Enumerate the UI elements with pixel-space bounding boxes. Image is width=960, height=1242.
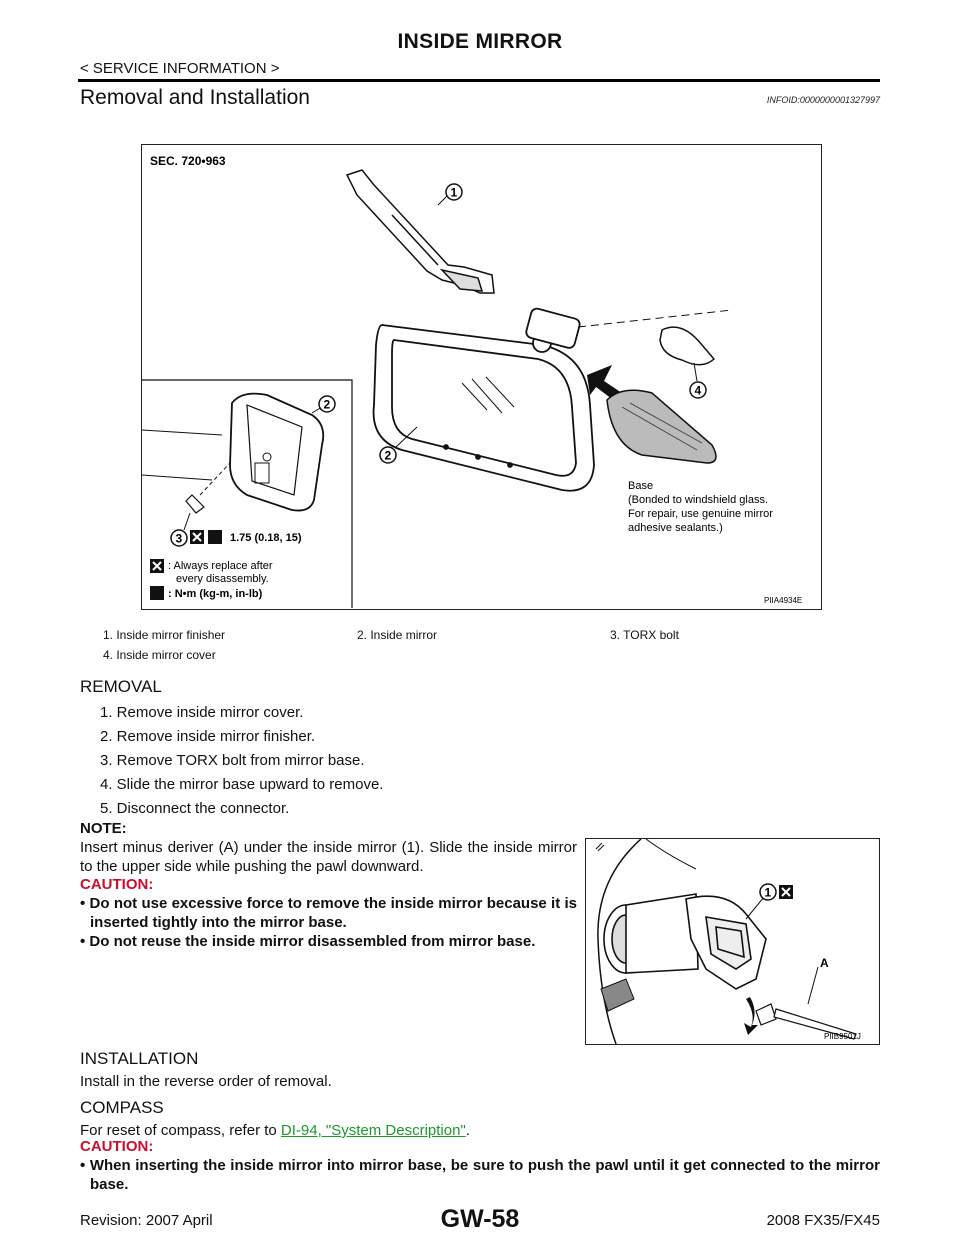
revision: Revision: 2007 April [80,1212,213,1229]
svg-text:4: 4 [694,383,702,398]
breadcrumb[interactable]: < SERVICE INFORMATION > [80,60,280,77]
compass-caution-list [80,1156,880,1194]
figure-code: PIIB9501J [824,1032,861,1041]
caution-label: CAUTION: [80,876,154,893]
mirror-finisher-illustration [347,170,494,293]
svg-text:: Always replace after: : Always replace after [168,560,273,572]
removal-step: 3. Remove TORX bolt from mirror base. [100,752,365,769]
torque-value: 1.75 (0.18, 15) [230,532,302,544]
svg-text:2: 2 [323,397,331,412]
caution-item: • Do not use excessive force to remove the inside mirror because it is inserted tightly into the mirror base. [80,895,578,931]
section-title: Removal and Installation [80,86,310,109]
caution-item: • When inserting the inside mirror into mirror base, be sure to push the pawl until it get connected to the mirror base. [80,1157,880,1193]
mirror-cover-illustration [660,327,714,365]
mirror-mount-illustration [604,894,766,989]
push-arrow-icon [744,997,758,1035]
figure-code: PIIA4934E [764,596,803,605]
model: 2008 FX35/FX45 [766,1212,880,1229]
removal-step: 5. Disconnect the connector. [100,800,290,817]
system-description-link[interactable]: DI-94, "System Description" [280,1122,466,1139]
torque-symbol-icon [208,530,222,544]
sec-label: SEC. 720•963 [150,154,226,168]
header-divider [78,79,880,82]
svg-text:1: 1 [450,185,458,200]
svg-text:1: 1 [764,885,772,900]
removal-detail-drawing [586,839,879,1044]
removal-step: 2. Remove inside mirror finisher. [100,728,316,745]
exploded-view-drawing [142,145,821,609]
inside-mirror-illustration [374,307,594,490]
installation-text: Install in the reverse order of removal. [80,1073,332,1090]
svg-text:2: 2 [384,448,392,463]
svg-text:3: 3 [175,531,183,546]
svg-text:every disassembly.: every disassembly. [176,573,269,585]
mirror-base-illustration [607,390,716,463]
note-text: Insert minus deriver (A) under the inside mirror (1). Slide the inside mirror to the upper side while pushing the pawl downward. [80,839,577,875]
base-note-line-3: For repair, use genuine mirror [628,508,773,520]
note-label: NOTE: [80,820,127,837]
removal-step: 4. Slide the mirror base upward to remove. [100,776,384,793]
base-note-line-1: Base [628,480,654,492]
removal-heading: REMOVAL [80,677,162,696]
compass-caution-label: CAUTION: [80,1138,154,1155]
legend-item-2: 2. Inside mirror [357,628,438,642]
callout-a: A [820,956,829,970]
caution-list [80,894,577,951]
base-note-line-2: (Bonded to windshield glass. [628,494,769,506]
compass-text: For reset of compass, refer to DI-94, "System Description". [80,1122,470,1139]
info-id: INFOID:0000000001327997 [766,95,880,105]
page-title: INSIDE MIRROR [397,30,563,53]
page-code: GW-58 [440,1205,520,1233]
legend-item-4: 4. Inside mirror cover [103,648,216,662]
legend-item-1: 1. Inside mirror finisher [103,628,226,642]
legend-item-3: 3. TORX bolt [610,628,679,642]
installation-heading: INSTALLATION [80,1049,199,1068]
svg-text:: N•m (kg-m, in-lb): : N•m (kg-m, in-lb) [168,588,263,600]
dashed-leader [578,310,732,327]
exploded-view-figure [141,144,822,610]
caution-item: • Do not reuse the inside mirror disassembled from mirror base. [80,933,536,950]
removal-detail-figure [585,838,880,1045]
compass-heading: COMPASS [80,1098,164,1117]
torque-symbol-legend-icon [150,586,164,600]
removal-step: 1. Remove inside mirror cover. [100,704,304,721]
base-note-line-4: adhesive sealants.) [628,522,723,534]
